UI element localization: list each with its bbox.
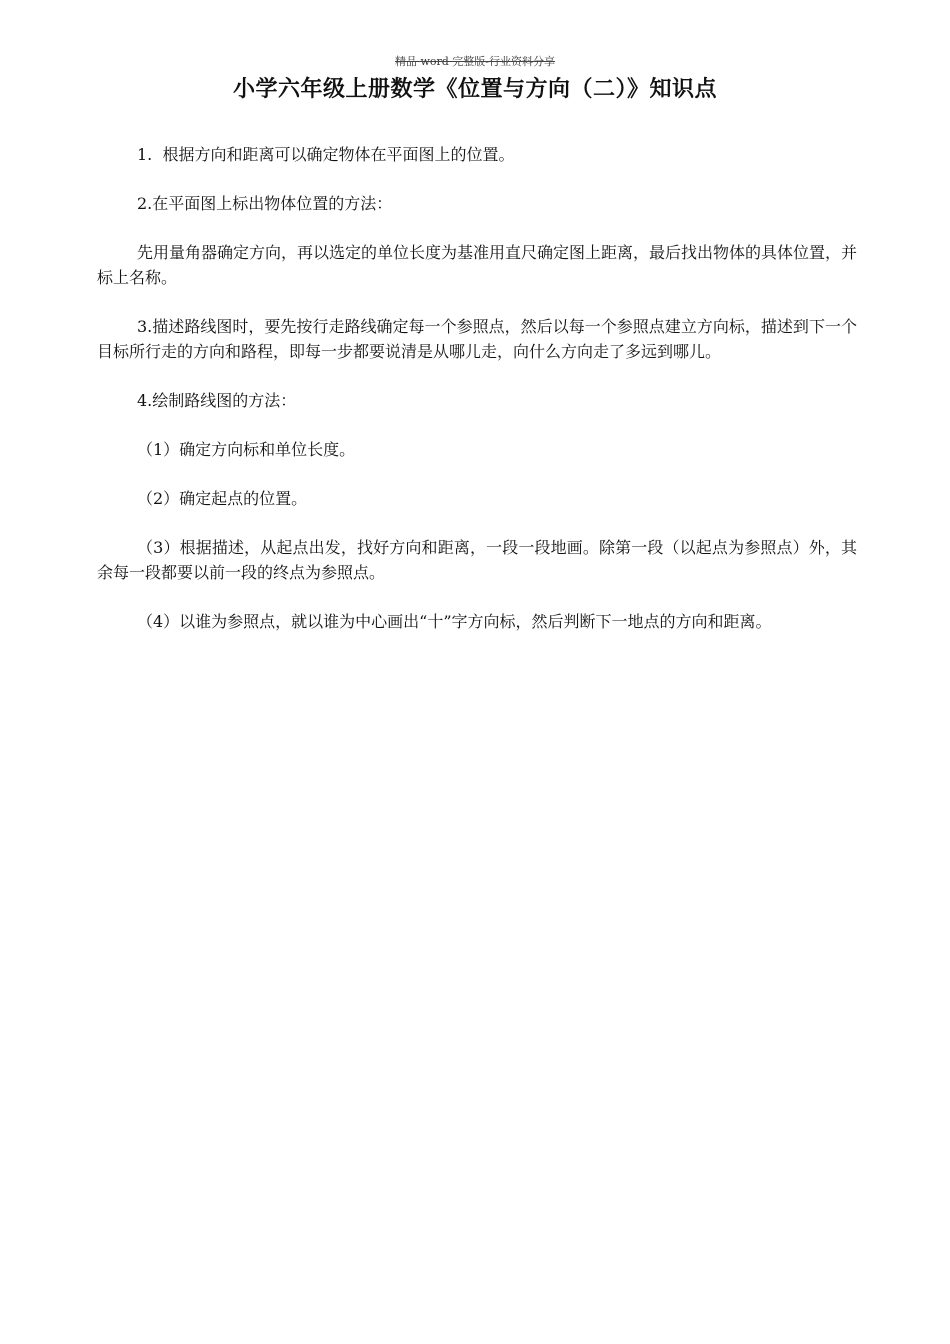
paragraph-7: （2）确定起点的位置。 [137,489,308,508]
paragraph-1: 1. 根据方向和距离可以确定物体在平面图上的位置。 [137,145,515,164]
paragraph-2: 2.在平面图上标出物体位置的方法： [137,194,393,213]
paragraph-3: 先用量角器确定方向，再以选定的单位长度为基准用直尺确定图上距离，最后找出物体的具体位置，并标上名称。 [97,243,858,287]
paragraph-5: 4.绘制路线图的方法： [137,391,297,410]
paragraph-6: （1）确定方向标和单位长度。 [137,440,356,459]
paragraph-4: 3.描述路线图时，要先按行走路线确定每一个参照点，然后以每一个参照点建立方向标，描述到下一个目标所行走的方向和路程，即每一步都要说清是从哪儿走，向什么方向走了多远到哪儿。 [97,317,857,361]
document-body [97,142,857,658]
document-title: 小学六年级上册数学《位置与方向（二）》知识点 [232,76,717,102]
header-note-text: 精品 word 完整版-行业资料分享 [394,55,556,68]
header-note [0,55,950,69]
paragraph-8: （3）根据描述，从起点出发，找好方向和距离，一段一段地画。除第一段（以起点为参照点）外，其余每一段都要以前一段的终点为参照点。 [97,538,857,582]
paragraph-9: （4）以谁为参照点，就以谁为中心画出“十”字方向标，然后判断下一地点的方向和距离。 [137,612,772,631]
